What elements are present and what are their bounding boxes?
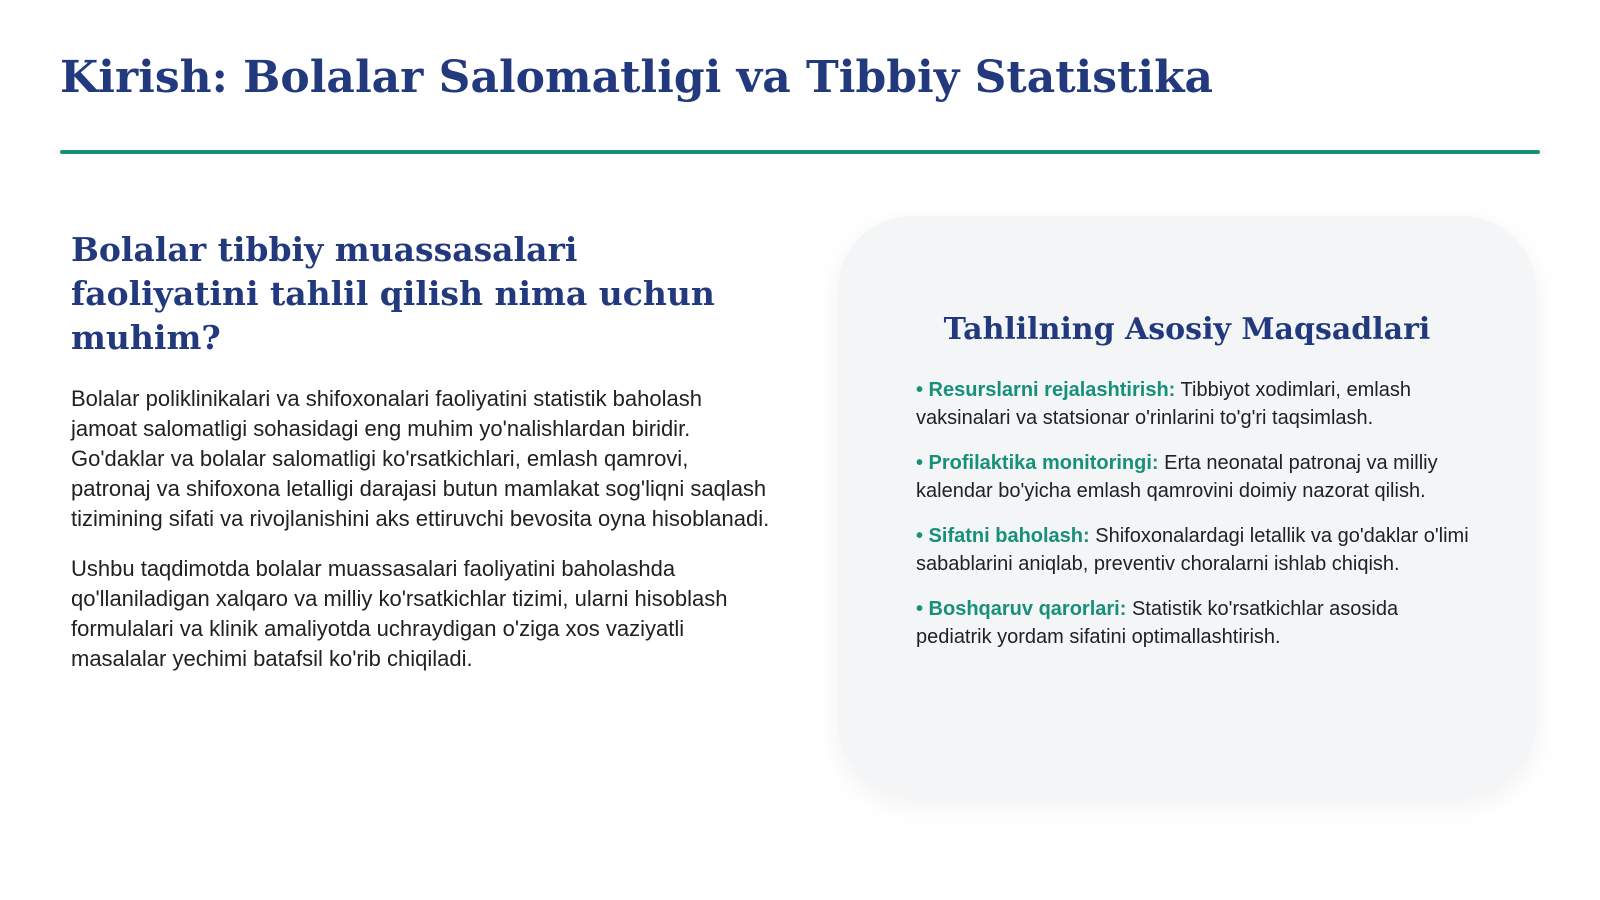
intro-heading: Bolalar tibbiy muassasalari faoliyatini tahlil qilish nima uchun muhim? xyxy=(71,230,715,357)
goals-list xyxy=(916,376,1476,668)
goals-title: Tahlilning Asosiy Maqsadlari xyxy=(943,312,1431,347)
goal-text-quality: Shifoxonalardagi letallik va go'daklar o'limi sabablarini aniqlab, preventiv choralarni ishlab chiqish. xyxy=(916,525,1469,575)
goals-card xyxy=(838,216,1536,796)
goal-item-management xyxy=(916,595,1476,651)
goal-key-management: • Boshqaruv qarorlari: xyxy=(916,598,1127,620)
goal-text-prevention: Erta neonatal patronaj va milliy kalendar bo'yicha emlash qamrovini doimiy nazorat qilish. xyxy=(916,452,1438,502)
goal-item-resources xyxy=(916,376,1476,432)
intro-section xyxy=(71,228,771,694)
intro-paragraph-2: Ushbu taqdimotda bolalar muassasalari faoliyatini baholashda qo'llaniladigan xalqaro va milliy ko'rsatkichlar tizimi, ularni hisoblash formulalari va klinik amaliyotda uchraydigan o'ziga xos vaziyatli masalalar yechimi batafsil ko'rib chiqiladi. xyxy=(71,556,728,671)
goal-key-resources: • Resurslarni rejalashtirish: xyxy=(916,379,1176,401)
slide-title: Kirish: Bolalar Salomatligi va Tibbiy Statistika xyxy=(60,52,1214,103)
goal-key-quality: • Sifatni baholash: xyxy=(916,525,1090,547)
goal-key-prevention: • Profilaktika monitoringi: xyxy=(916,452,1159,474)
goal-text-management: Statistik ko'rsatkichlar asosida pediatrik yordam sifatini optimallashtirish. xyxy=(916,598,1399,648)
goal-item-prevention xyxy=(916,449,1476,505)
goal-text-resources: Tibbiyot xodimlari, emlash vaksinalari va statsionar o'rinlarini to'g'ri taqsimlash. xyxy=(916,379,1411,429)
intro-paragraph-1: Bolalar poliklinikalari va shifoxonalari faoliyatini statistik baholash jamoat salomatligi sohasidagi eng muhim yo'nalishlardan biridir. Go'daklar va bolalar salomatligi ko'rsatkichlari, emlash qamrovi, patronaj va shifoxona letalligi darajasi butun mamlakat sog'liqni saqlash tizimining sifati va rivojlanishini aks ettiruvchi bevosita oyna hisoblanadi. xyxy=(71,386,770,531)
title-divider xyxy=(60,150,1540,154)
goal-item-quality xyxy=(916,522,1476,578)
